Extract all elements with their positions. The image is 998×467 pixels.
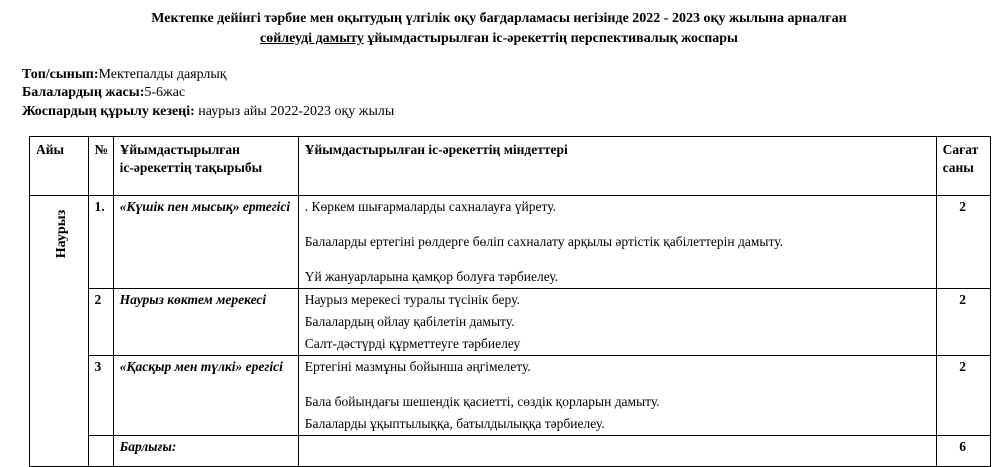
- group-value: Мектепалды даярлық: [98, 67, 227, 82]
- header-num: №: [88, 137, 113, 196]
- header-hours-line2: саны: [942, 160, 974, 175]
- row-tasks: [298, 196, 936, 289]
- month-cell: [30, 196, 89, 467]
- task-item: Үй жануарларына қамқор болуға тәрбиелеу.: [304, 269, 559, 284]
- row-hours: 2: [936, 196, 990, 289]
- task-item: Салт-дәстүрді құрметтеуге тәрбиелеу: [304, 336, 521, 351]
- age-value: 5-6жас: [144, 85, 186, 100]
- header-hours-line1: Сағат: [942, 142, 979, 157]
- month-label: Наурыз: [54, 209, 69, 259]
- header-hours: [936, 137, 990, 196]
- total-num-cell: [88, 436, 113, 467]
- header-topic-line1: Ұйымдастырылған: [119, 142, 240, 157]
- total-label: Барлығы:: [113, 436, 298, 467]
- plan-table: [29, 136, 991, 467]
- row-hours: 2: [936, 356, 990, 436]
- document-title-rest: ұйымдастырылған іс-әрекеттің перспективалық жоспары: [363, 31, 738, 46]
- row-topic: Наурыз көктем мерекесі: [113, 289, 298, 356]
- task-item: . Көркем шығармаларды сахналауға үйрету.: [304, 199, 556, 214]
- total-row: [30, 436, 991, 467]
- header-topic: [113, 137, 298, 196]
- row-num: 2: [88, 289, 113, 356]
- table-header-row: [30, 137, 991, 196]
- row-topic: «Қасқыр мен түлкі» ерегісі: [113, 356, 298, 436]
- table-row: [30, 196, 991, 289]
- row-tasks: [298, 289, 936, 356]
- header-month: Айы: [30, 137, 89, 196]
- document-title-line-1: Мектепке дейінгі тәрбие мен оқытудың үлгілік оқу бағдарламасы негізінде 2022 - 2023 оқу жылына арналған: [151, 11, 847, 26]
- task-item: Бала бойындағы шешендік қасиетті, сөздік қорларын дамыту.: [304, 394, 660, 409]
- table-row: [30, 356, 991, 436]
- task-item: Балаларды ұқыптылыққа, батылдылыққа тәрбиелеу.: [304, 416, 605, 431]
- header-topic-line2: іс-әрекеттің тақырыбы: [119, 160, 263, 175]
- table-row: [30, 289, 991, 356]
- task-item: Балалардың ойлау қабілетін дамыту.: [304, 314, 515, 329]
- header-tasks: Ұйымдастырылған іс-әрекеттің міндеттері: [298, 137, 936, 196]
- task-item: Ертегіні мазмұны бойынша әңгімелету.: [304, 359, 531, 374]
- total-hours: 6: [936, 436, 990, 467]
- group-info: [22, 66, 227, 83]
- row-topic: «Күшік пен мысық» ертегісі: [113, 196, 298, 289]
- task-item: Наурыз мерекесі туралы түсінік беру.: [304, 292, 520, 307]
- task-item: Балаларды ертегіні рөлдерге бөліп сахналату арқылы әртістік қабілеттерін дамыту.: [304, 234, 783, 249]
- row-num: 1.: [88, 196, 113, 289]
- row-tasks: [298, 356, 936, 436]
- subject-name: сөйлеудi дамыту: [259, 31, 364, 46]
- period-value: наурыз айы 2022-2023 оқу жылы: [194, 104, 395, 119]
- age-label: Балалардың жасы:: [22, 85, 145, 100]
- total-tasks-cell: [298, 436, 936, 467]
- period-info: [22, 103, 394, 120]
- period-label: Жоспардың құрылу кезеңі:: [22, 104, 195, 119]
- row-hours: 2: [936, 289, 990, 356]
- row-num: 3: [88, 356, 113, 436]
- document-title-line-2: [0, 30, 998, 47]
- group-label: Топ/сынып:: [22, 67, 99, 82]
- age-info: [22, 84, 185, 101]
